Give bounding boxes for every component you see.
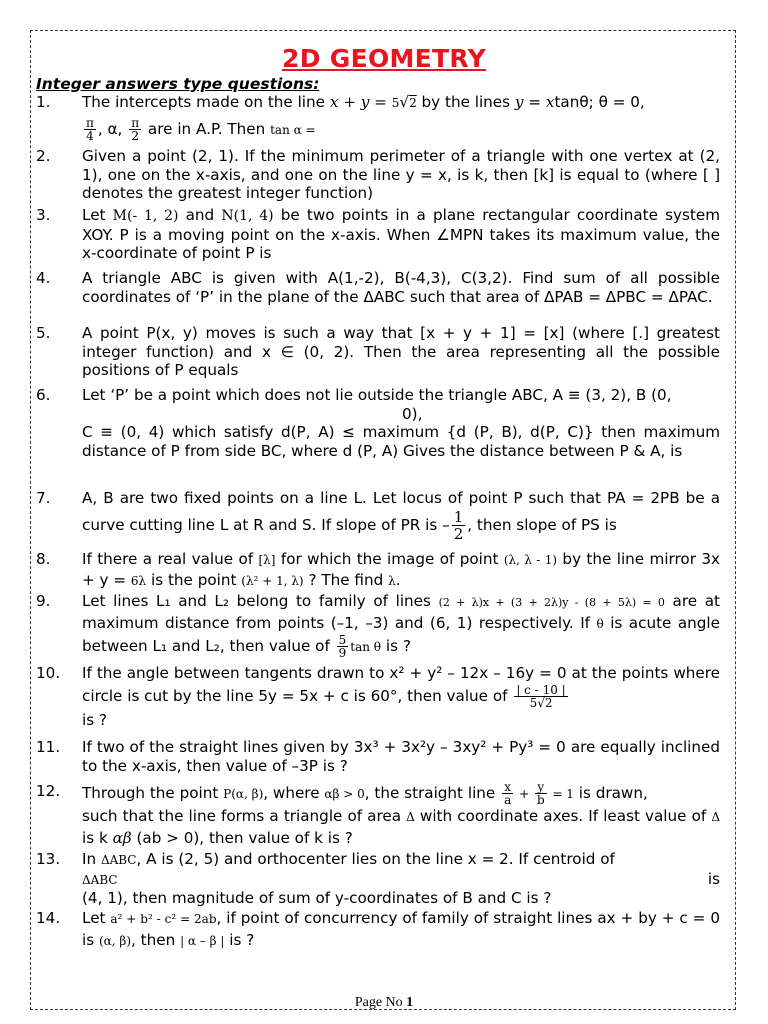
question-8: 8. If there a real value of [λ] for which the image of point (λ, λ - 1) by the line mirror 3x + y = 6λ is the point (λ² + 1, λ) ? The find λ. xyxy=(36,550,720,589)
question-3: 3. Let M(- 1, 2) and N(1, 4) be two points in a plane rectangular coordinate system XOY. P is a moving point on the x-axis. When ∠MPN takes its maximum value, the x-coordinate of point P is xyxy=(36,206,720,262)
fraction-pi-over-4: $\frac{\pi}{4}$ xyxy=(86,115,94,143)
question-10: 10. If the angle between tangents drawn to x² + y² – 12x – 16y = 0 at the points where circle is cut by the line 5y = 5x + c is 60°, then value of $\frac{| c - 10 |}{5√2}$ is ? xyxy=(36,664,720,729)
fraction-five-ninths: $\frac{5}{9}$ xyxy=(338,633,347,660)
page-number: Page No 1 xyxy=(354,995,414,1010)
question-13: 13. In ΔABC, A is (2, 5) and orthocenter lies on the line x = 2. If centroid of ΔABC is (4, 1), then magnitude of sum of y-coordinates of B and C is ? xyxy=(36,850,720,907)
fraction-one-half: $\frac{1}{2}$ xyxy=(453,508,464,543)
question-7: 7. A, B are two fixed points on a line L. Let locus of point P such that PA = 2PB be a curve cutting line L at R and S. If slope of PR is – $\frac{1}{2}$ , then slope of PS is xyxy=(36,489,720,543)
question-number: 1. xyxy=(36,93,51,111)
question-11: 11. If two of the straight lines given by 3x³ + 3x²y – 3xy² + Py³ = 0 are equally inclined to the x-axis, then value of –3P is ? xyxy=(36,738,720,775)
question-5: 5. A point P(x, y) moves is such a way that [x + y + 1] = [x] (where [.] greatest integer function) and x ∈ (0, 2). Then the area representing all the possible positions of P equals xyxy=(36,324,720,379)
question-14: 14. Let a² + b² - c² = 2ab, if point of concurrency of family of straight lines ax + by + c = 0 is (α, β), then | α – β | is ? xyxy=(36,909,720,949)
fraction-abs-c-minus-10: $\frac{| c - 10 |}{5√2}$ xyxy=(516,683,566,710)
fraction-pi-over-2: $\frac{\pi}{2}$ xyxy=(131,115,140,143)
question-4: 4. A triangle ABC is given with A(1,-2), B(-4,3), C(3,2). Find sum of all possible coordinates of ‘P’ in the plane of the ΔABC such that area of ΔPAB = ΔPBC = ΔPAC. xyxy=(36,269,720,306)
fraction-x-over-a: $\frac{x}{a}$ xyxy=(504,780,512,807)
question-12: 12. Through the point P(α, β), where αβ > 0, the straight line $\frac{x}{a}$ + $\frac{y}{b}$ = 1 is drawn, such that the line forms a triangle of area Δ with coordinate axes. If least value of Δ is k αβ (ab > 0), then value of k is ? xyxy=(36,780,720,847)
question-1: 1. The intercepts made on the line x + y = 5√2 by the lines y = xtanθ; θ = 0, $\frac{\pi}{4}$ , α, $\frac{\pi}{2}$ are in A.P. Then tan α = xyxy=(36,93,645,143)
fraction-y-over-b: $\frac{y}{b}$ xyxy=(536,780,545,807)
question-9: 9. Let lines L₁ and L₂ belong to family of lines (2 + λ)x + (3 + 2λ)y - (8 + 5λ) = 0 are at maximum distance from points (–1, –3) and (6, 1) respectively. If θ is acute angle between L₁ and L₂, then value of $\frac{5}{9}$ tan θ is ? xyxy=(36,592,721,660)
question-6: 6. Let ‘P’ be a point which does not lie outside the triangle ABC, A ≡ (3, 2), B (0, 0), C ≡ (0, 4) which satisfy d(P, A) ≤ maximum {d (P, B), d(P, C)} then maximum distance of P from side BC, where d (P, A) Gives the distance between P & A, is xyxy=(36,386,720,460)
page-title: 2D GEOMETRY xyxy=(282,44,486,73)
section-heading: Integer answers type questions: xyxy=(36,75,320,93)
question-2: 2. Given a point (2, 1). If the minimum perimeter of a triangle with one vertex at (2, 1), one on the x-axis, and one on the line y = x, is k, then [k] is equal to (where [ ] denotes the greatest integer function) xyxy=(36,147,720,202)
